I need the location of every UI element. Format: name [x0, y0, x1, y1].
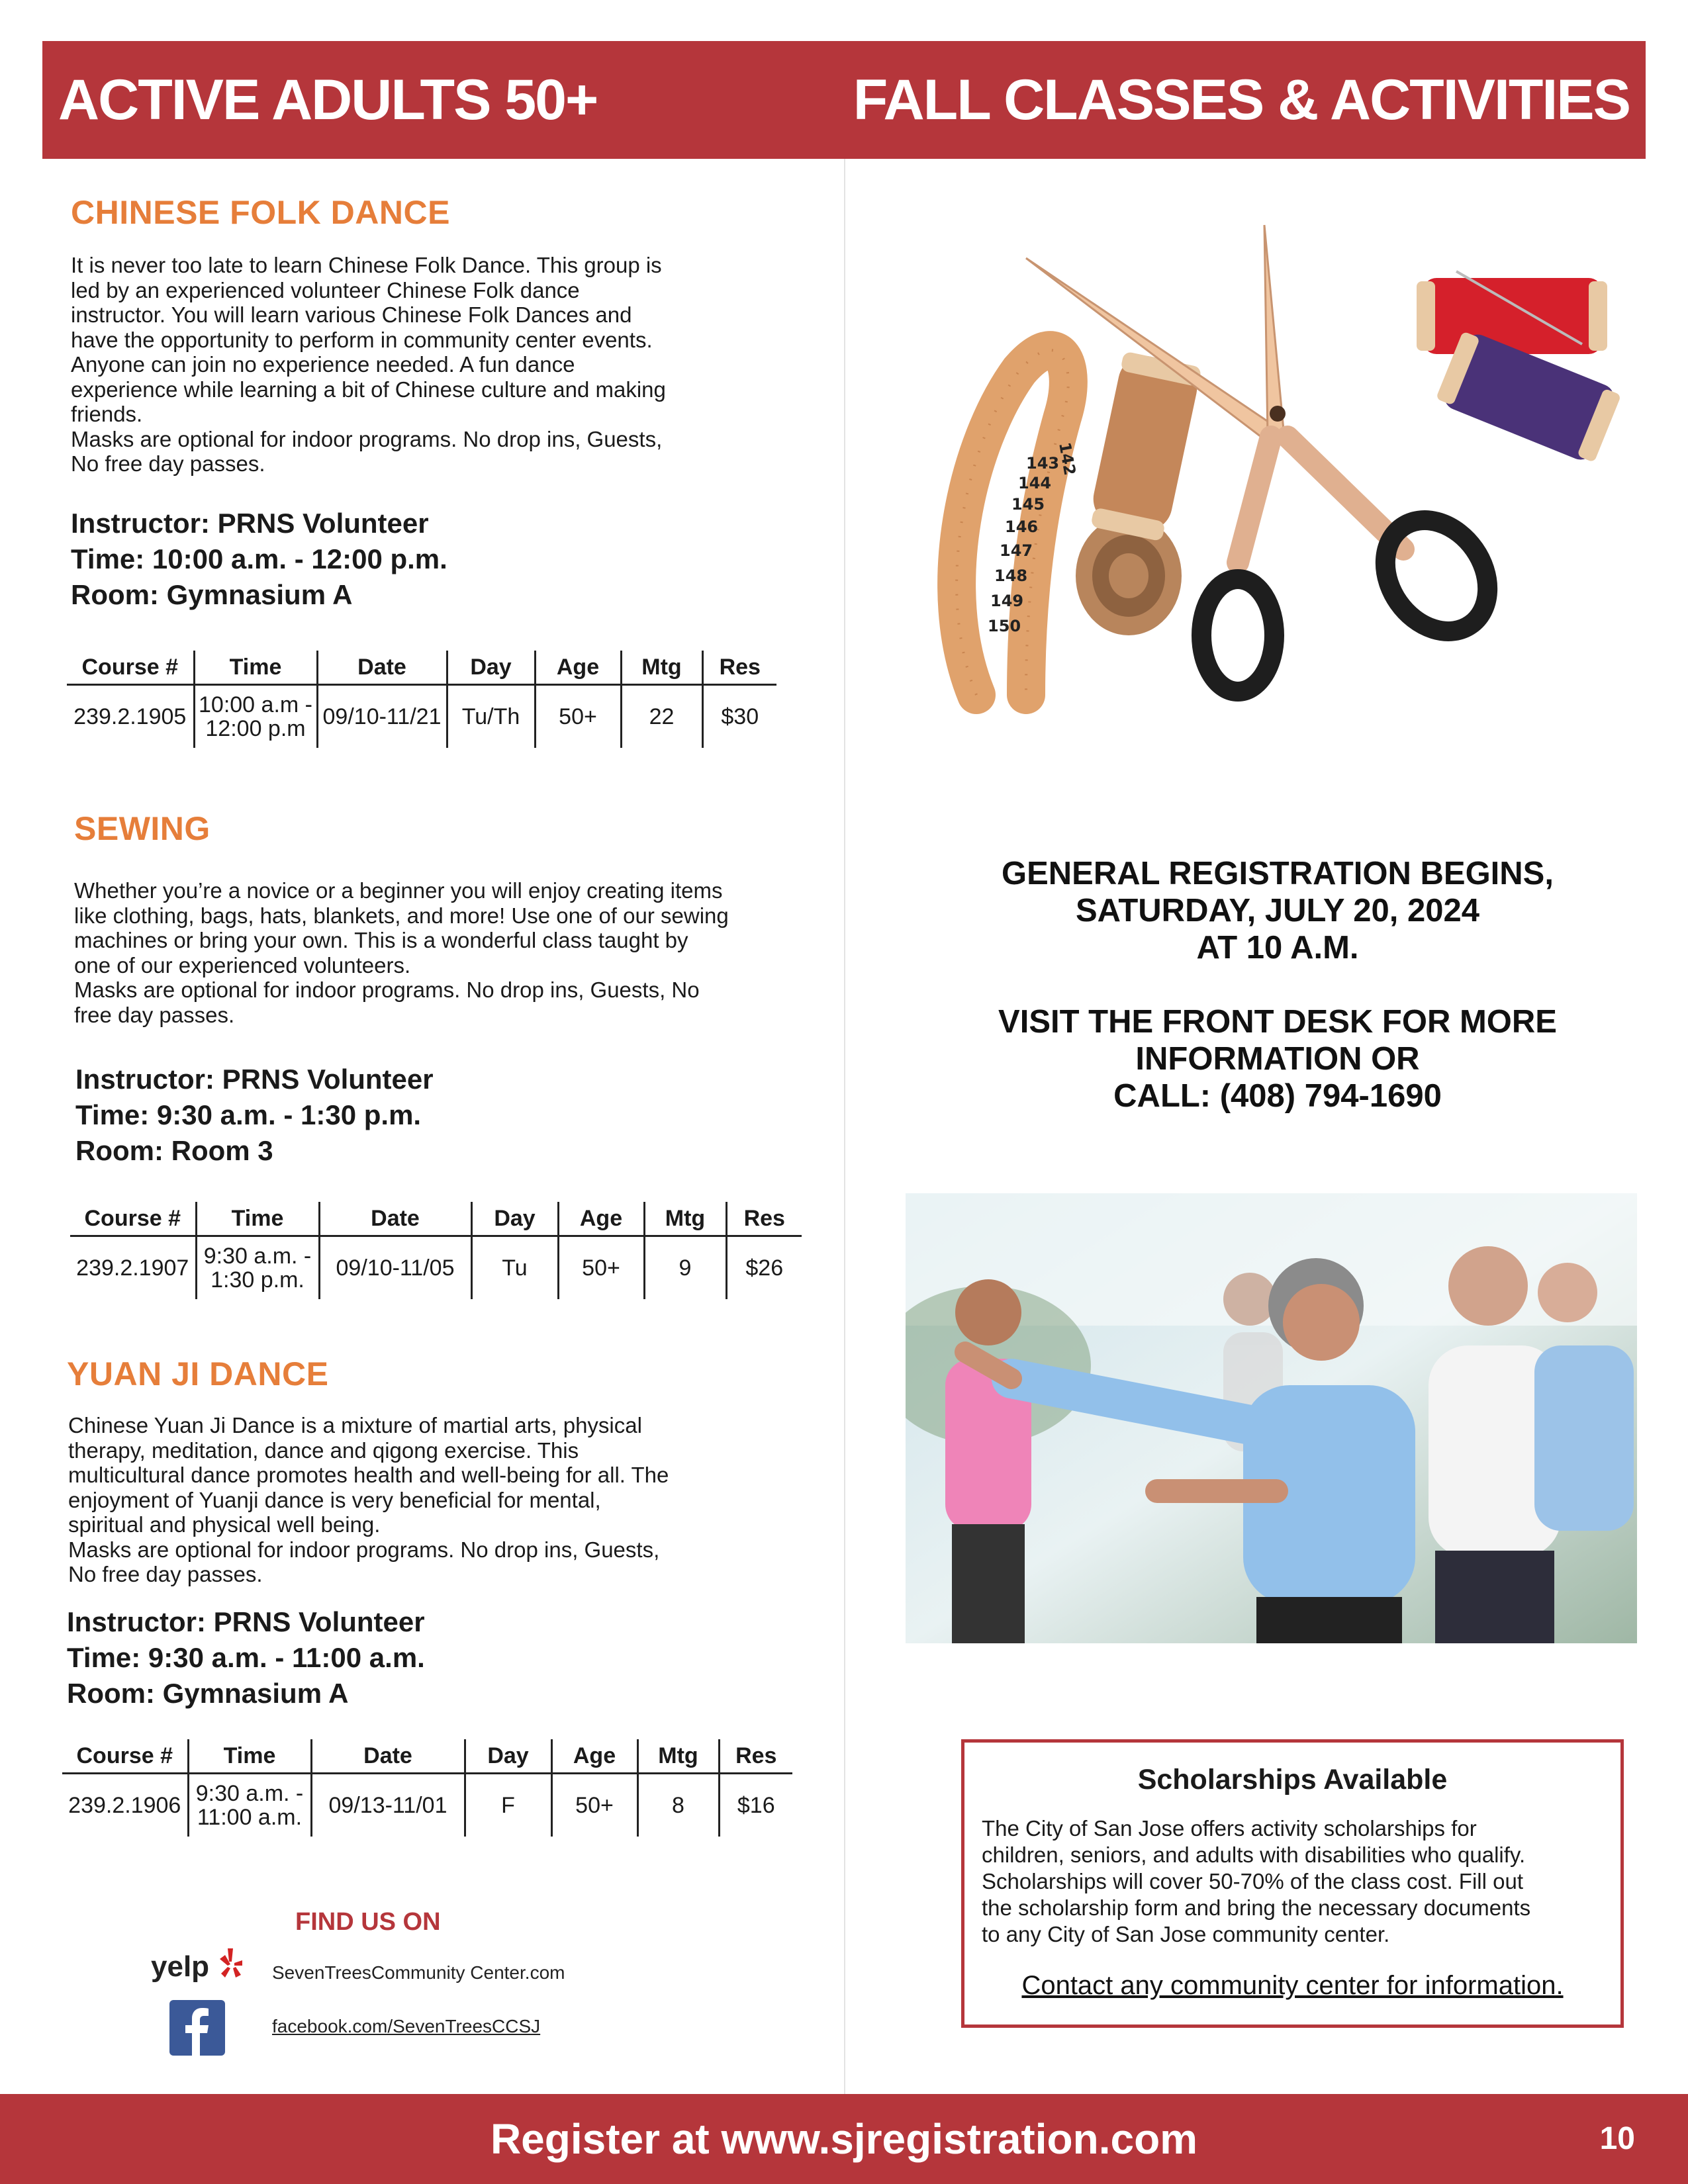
tape-number: 147: [1000, 541, 1033, 560]
class-description: [68, 1413, 829, 1587]
resident-fee-cell: $16: [737, 1793, 775, 1818]
seniors-tai-chi-photo: [906, 1193, 1637, 1643]
room-label: Room: Room 3: [75, 1135, 273, 1166]
date-cell: 09/10-11/21: [317, 685, 447, 749]
description-line: have the opportunity to perform in community center events.: [71, 327, 653, 352]
time-label: Time: 10:00 a.m. - 12:00 p.m.: [71, 543, 447, 574]
scholarship-line: The City of San Jose offers activity scholarships for: [982, 1816, 1477, 1841]
tape-number: 144: [1018, 474, 1052, 492]
tape-number: 150: [988, 617, 1021, 635]
facebook-f-glyph: [169, 2000, 225, 2056]
table-row: [70, 1236, 802, 1300]
table-row: [62, 1774, 792, 1837]
scholarship-title: Scholarships Available: [1137, 1764, 1448, 1796]
column-header: Course #: [70, 1202, 196, 1236]
description-line: free day passes.: [74, 1002, 235, 1027]
page-number: 10: [1599, 2121, 1635, 2156]
facebook-link[interactable]: facebook.com/SevenTreesCCSJ: [272, 2016, 541, 2036]
scholarship-line: Scholarships will cover 50-70% of the class cost. Fill out: [982, 1869, 1524, 1893]
time-cell: [194, 685, 317, 749]
registration-line: AT 10 A.M.: [1196, 930, 1359, 966]
class-description: [74, 878, 835, 1027]
room-label: Room: Gymnasium A: [71, 579, 353, 610]
tape-number: 146: [1005, 518, 1039, 536]
description-line: therapy, meditation, dance and qigong exercise. This: [68, 1437, 579, 1463]
yelp-burst-icon: [217, 1946, 244, 1980]
red-thread-spool-icon: [1417, 271, 1607, 354]
tape-number: 142: [1055, 441, 1080, 477]
description-line: It is never too late to learn Chinese Folk Dance. This group is: [71, 253, 662, 277]
day-cell: Tu/Th: [447, 685, 535, 749]
time-label: Time: 9:30 a.m. - 1:30 p.m.: [75, 1099, 422, 1130]
class-title-sewing: SEWING: [74, 810, 211, 847]
description-line: multicultural dance promotes health and well-being for all. The: [68, 1463, 669, 1487]
find-us-title: FIND US ON: [295, 1908, 441, 1936]
class-description: [71, 253, 832, 477]
time-cell: [196, 1236, 319, 1300]
column-header: Res: [726, 1202, 802, 1236]
description-line: led by an experienced volunteer Chinese Folk dance: [71, 277, 580, 302]
description-line: enjoyment of Yuanji dance is very beneficial for mental,: [68, 1487, 601, 1512]
table-header-row: [67, 651, 776, 685]
registration-line: GENERAL REGISTRATION BEGINS,: [1002, 856, 1554, 891]
scholarship-line: to any City of San Jose community center.: [982, 1922, 1390, 1946]
column-header: Time: [196, 1202, 319, 1236]
instructor-label: Instructor: PRNS Volunteer: [67, 1606, 425, 1637]
scholarship-box: [961, 1739, 1624, 2028]
time-cell: [188, 1774, 311, 1837]
resident-fee-cell: $26: [745, 1255, 784, 1281]
description-line: Whether you’re a novice or a beginner you will enjoy creating items: [74, 878, 723, 903]
column-header: Date: [317, 651, 447, 685]
header-title-left: ACTIVE ADULTS 50+: [58, 68, 598, 132]
table-header-row: [70, 1202, 802, 1236]
course-number: 239.2.1905: [67, 685, 194, 749]
course-table: [62, 1739, 792, 1837]
visit-line: VISIT THE FRONT DESK FOR MORE: [998, 1004, 1557, 1040]
column-header: Mtg: [637, 1739, 719, 1774]
column-divider: [844, 159, 845, 2094]
scholarship-text: [982, 1815, 1617, 1948]
column-header: Date: [319, 1202, 471, 1236]
class-info: [67, 1604, 425, 1711]
day-cell: Tu: [471, 1236, 558, 1300]
scholarship-line: children, seniors, and adults with disabilities who qualify.: [982, 1843, 1526, 1867]
description-line: one of our experienced volunteers.: [74, 952, 411, 978]
class-info: [75, 1062, 434, 1169]
description-line: Masks are optional for indoor programs. No drop ins, Guests,: [71, 426, 663, 451]
day-cell: F: [465, 1774, 551, 1837]
time-line: 1:30 p.m.: [211, 1267, 305, 1293]
instructor-label: Instructor: PRNS Volunteer: [75, 1064, 434, 1095]
description-line: Masks are optional for indoor programs. No drop ins, Guests,: [68, 1537, 660, 1562]
header-bar: [42, 41, 1646, 159]
time-line: 9:30 a.m. -: [195, 1781, 304, 1806]
description-line: like clothing, bags, hats, blankets, and more! Use one of our sewing: [74, 903, 729, 928]
description-line: Chinese Yuan Ji Dance is a mixture of martial arts, physical: [68, 1413, 642, 1437]
sewing-supplies-image: [927, 218, 1635, 728]
description-line: Masks are optional for indoor programs. No drop ins, Guests, No: [74, 978, 700, 1002]
visit-line: CALL: (408) 794-1690: [1113, 1078, 1442, 1114]
column-header: Time: [194, 651, 317, 685]
age-cell: 50+: [535, 685, 621, 749]
meetings-cell: 8: [637, 1774, 719, 1837]
time-line: 10:00 a.m -: [199, 692, 312, 717]
resident-fee-cell: $30: [721, 704, 759, 729]
column-header: Age: [535, 651, 621, 685]
meetings-cell: 22: [621, 685, 702, 749]
yelp-logo-text: yelp: [151, 1950, 210, 1983]
description-line: experience while learning a bit of Chinese culture and making: [71, 377, 666, 402]
column-header: Course #: [62, 1739, 188, 1774]
tape-number: 145: [1011, 495, 1045, 514]
tape-number: 143: [1026, 454, 1060, 473]
tape-number: 149: [990, 592, 1024, 610]
column-header: Age: [558, 1202, 644, 1236]
description-line: No free day passes.: [68, 1562, 263, 1586]
column-header: Age: [551, 1739, 637, 1774]
description-line: No free day passes.: [71, 451, 265, 476]
meetings-cell: 9: [644, 1236, 726, 1300]
yelp-link[interactable]: SevenTreesCommunity Center.com: [272, 1962, 565, 1983]
column-header: Mtg: [644, 1202, 726, 1236]
table-row: [67, 685, 776, 749]
header-title-right: FALL CLASSES & ACTIVITIES: [853, 68, 1630, 132]
visit-line: INFORMATION OR: [1135, 1041, 1420, 1077]
facebook-icon[interactable]: [169, 2000, 225, 2056]
column-header: Day: [447, 651, 535, 685]
description-line: machines or bring your own. This is a wonderful class taught by: [74, 928, 688, 952]
description-line: spiritual and physical well being.: [68, 1512, 381, 1537]
date-cell: 09/13-11/01: [311, 1774, 465, 1837]
description-line: Anyone can join no experience needed. A fun dance: [71, 352, 575, 377]
class-title-chinese-folk-dance: CHINESE FOLK DANCE: [71, 194, 450, 231]
instructor-label: Instructor: PRNS Volunteer: [71, 508, 429, 539]
room-label: Room: Gymnasium A: [67, 1678, 349, 1709]
description-line: instructor. You will learn various Chinese Folk Dances and: [71, 302, 632, 327]
yelp-logo: [151, 1946, 244, 1983]
column-header: Time: [188, 1739, 311, 1774]
column-header: Day: [465, 1739, 551, 1774]
column-header: Res: [719, 1739, 792, 1774]
description-line: friends.: [71, 402, 143, 426]
tape-number: 148: [994, 567, 1028, 585]
time-label: Time: 9:30 a.m. - 11:00 a.m.: [67, 1642, 425, 1673]
column-header: Day: [471, 1202, 558, 1236]
footer-bar: [0, 2094, 1688, 2184]
time-line: 11:00 a.m.: [197, 1805, 303, 1830]
time-line: 12:00 p.m: [205, 716, 306, 741]
contact-community-center-link[interactable]: Contact any community center for information.: [1021, 1971, 1564, 2000]
date-cell: 09/10-11/05: [319, 1236, 471, 1300]
class-title-yuan-ji-dance: YUAN JI DANCE: [67, 1355, 329, 1392]
registration-info: [887, 855, 1668, 1115]
course-table: [70, 1202, 802, 1299]
age-cell: 50+: [551, 1774, 637, 1837]
column-header: Res: [702, 651, 776, 685]
time-line: 9:30 a.m. -: [203, 1244, 312, 1269]
register-link[interactable]: Register at www.sjregistration.com: [490, 2115, 1198, 2163]
table-header-row: [62, 1739, 792, 1774]
class-info: [71, 506, 447, 613]
course-number: 239.2.1907: [70, 1236, 196, 1300]
registration-line: SATURDAY, JULY 20, 2024: [1075, 893, 1480, 929]
column-header: Course #: [67, 651, 194, 685]
course-number: 239.2.1906: [62, 1774, 188, 1837]
scholarship-line: the scholarship form and bring the necessary documents: [982, 1895, 1531, 1920]
column-header: Date: [311, 1739, 465, 1774]
course-table: [67, 651, 776, 748]
column-header: Mtg: [621, 651, 702, 685]
age-cell: 50+: [558, 1236, 644, 1300]
